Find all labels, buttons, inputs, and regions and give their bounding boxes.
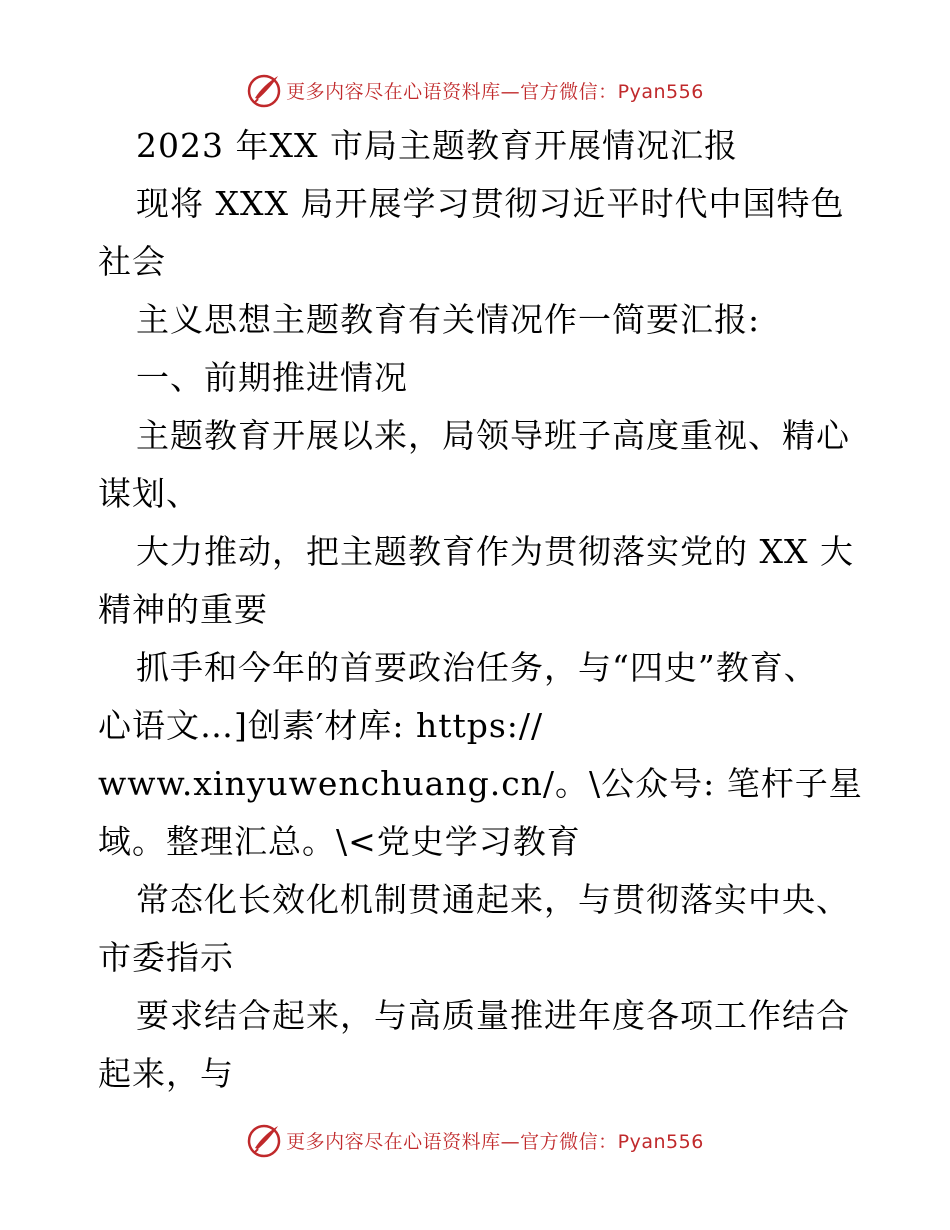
paragraph-line: 常态化长效化机制贯通起来，与贯彻落实中央、 bbox=[136, 880, 850, 919]
paragraph-line: 主题教育开展以来，局领导班子高度重视、精心 bbox=[136, 416, 850, 455]
paragraph-line: 精神的重要 bbox=[98, 590, 268, 629]
section-heading: 一、前期推进情况 bbox=[136, 358, 408, 397]
footer-watermark-banner bbox=[0, 1118, 950, 1162]
paragraph-line: 大力推动，把主题教育作为贯彻落实党的 XX 大 bbox=[136, 532, 854, 571]
watermark-text: 更多内容尽在心语资料库—官方微信：Pyan556 bbox=[286, 1130, 704, 1153]
paragraph-line: 起来，与 bbox=[98, 1054, 234, 1093]
paragraph-line: 心语文…]创素′材库: https:// bbox=[98, 706, 544, 745]
quill-logo-icon bbox=[246, 72, 282, 108]
paragraph-line: www.xinyuwenchuang.cn/。\公众号: 笔杆子星 bbox=[98, 764, 863, 803]
paragraph-line: 要求结合起来，与高质量推进年度各项工作结合 bbox=[136, 996, 850, 1035]
paragraph-line: 市委指示 bbox=[98, 938, 234, 977]
quill-logo-icon bbox=[246, 1122, 282, 1158]
paragraph-line: 主义思想主题教育有关情况作一简要汇报: bbox=[136, 300, 761, 339]
paragraph-line: 谋划、 bbox=[98, 474, 200, 513]
paragraph-line: 现将 XXX 局开展学习贯彻习近平时代中国特色 bbox=[136, 184, 845, 223]
paragraph-line: 抓手和今年的首要政治任务，与“四史”教育、 bbox=[136, 648, 818, 687]
watermark-text: 更多内容尽在心语资料库—官方微信：Pyan556 bbox=[286, 80, 704, 103]
paragraph-line: 域。整理汇总。\<党史学习教育 bbox=[98, 822, 581, 861]
paragraph-line: 社会 bbox=[98, 242, 166, 281]
document-title: 2023 年XX 市局主题教育开展情况汇报 bbox=[136, 126, 738, 165]
header-watermark-banner bbox=[0, 68, 950, 112]
